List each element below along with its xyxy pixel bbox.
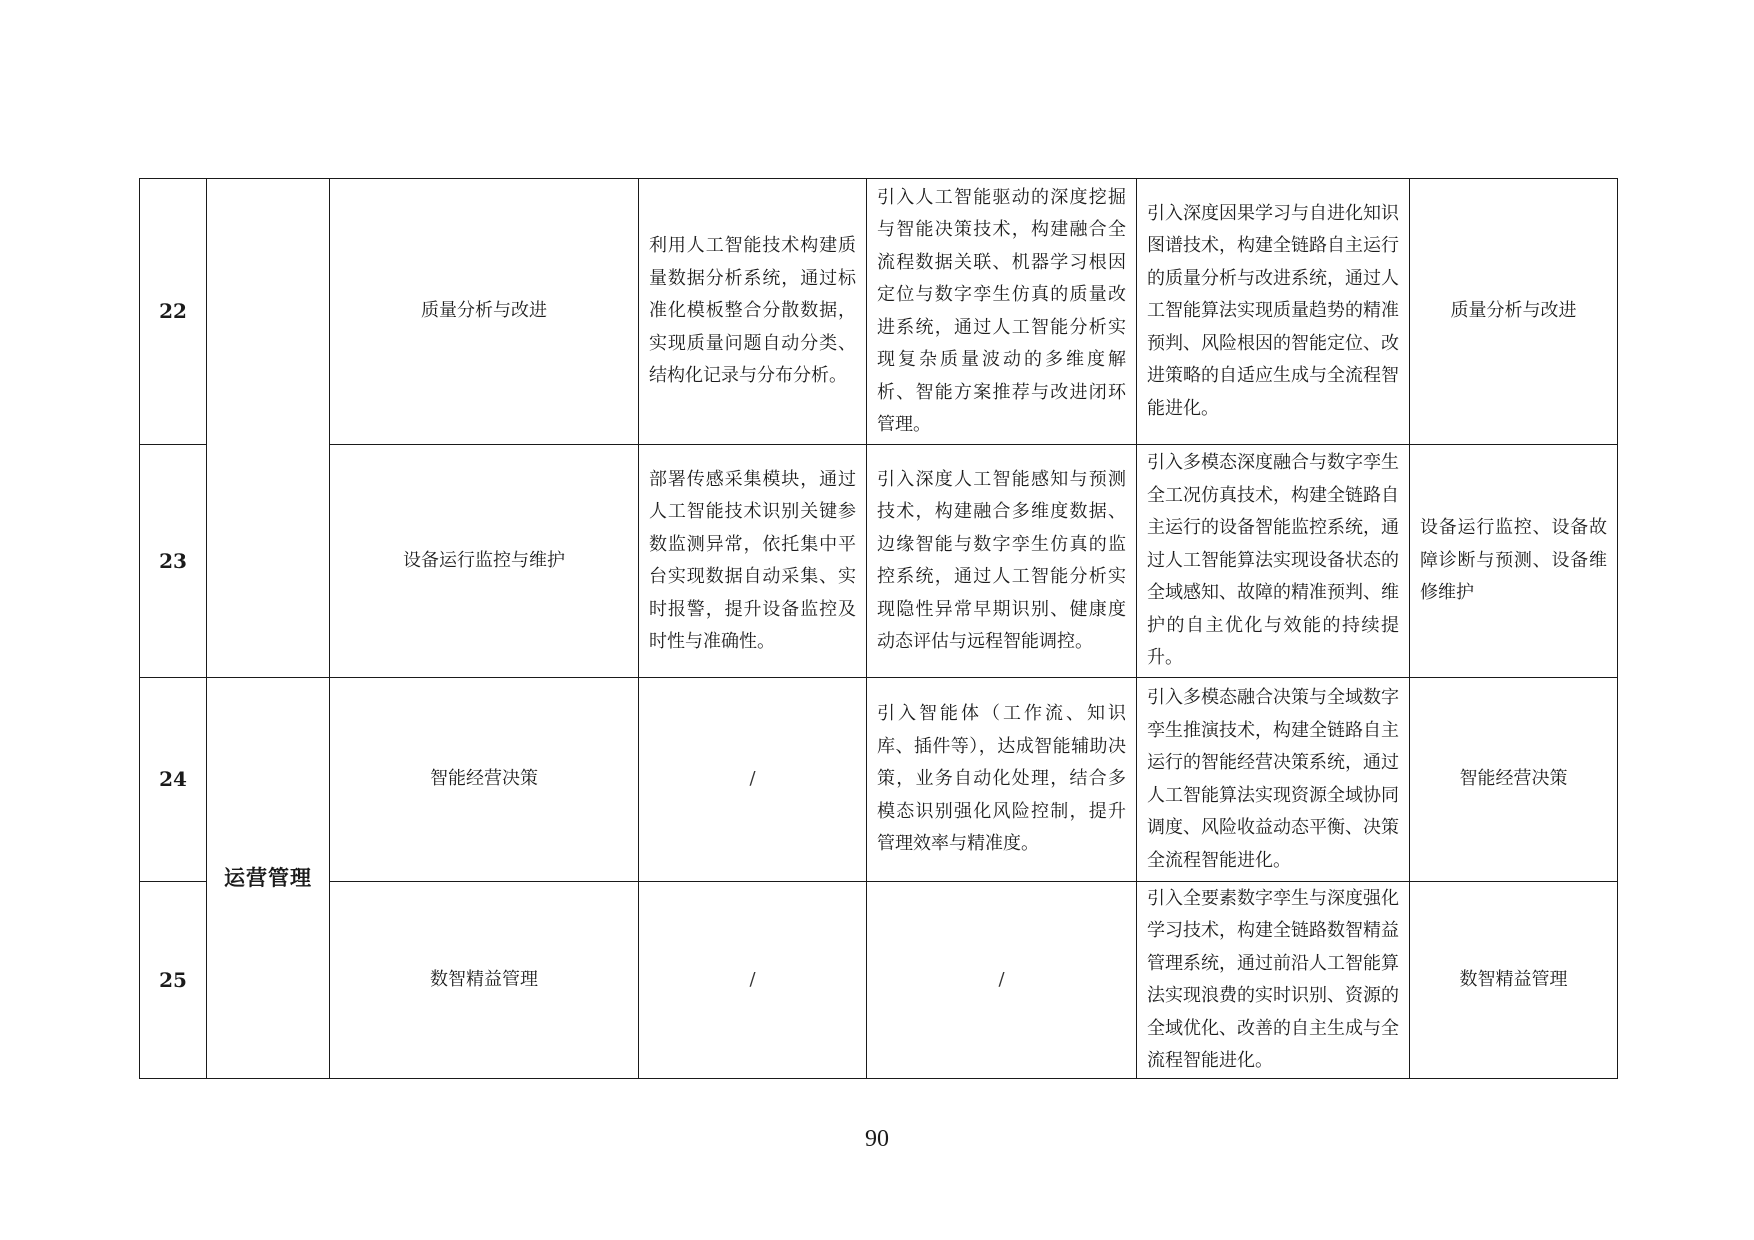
networked-description: 引入人工智能驱动的深度挖掘与智能决策技术，构建融合全流程数据关联、机器学习根因定位与数字孪生仿真的质量改进系统，通过人工智能分析实现复杂质量波动的多维度解析、智能方案推荐与改进闭环管理。 bbox=[867, 179, 1137, 445]
scenario-name: 质量分析与改进 bbox=[330, 179, 639, 445]
scenario-name: 智能经营决策 bbox=[330, 678, 639, 882]
digital-description: 利用人工智能技术构建质量数据分析系统，通过标准化模板整合分散数据，实现质量问题自动分类、结构化记录与分布分析。 bbox=[639, 179, 867, 445]
row-number: 22 bbox=[140, 179, 207, 445]
row-number: 24 bbox=[140, 678, 207, 882]
category-cell-empty bbox=[207, 179, 330, 678]
scope-cell: 设备运行监控、设备故障诊断与预测、设备维修维护 bbox=[1410, 445, 1618, 678]
scenario-name: 数智精益管理 bbox=[330, 882, 639, 1079]
scenario-table bbox=[139, 178, 1618, 1079]
networked-description: 引入智能体（工作流、知识库、插件等），达成智能辅助决策，业务自动化处理，结合多模态识别强化风险控制，提升管理效率与精准度。 bbox=[867, 678, 1137, 882]
intelligent-description: 引入全要素数字孪生与深度强化学习技术，构建全链路数智精益管理系统，通过前沿人工智能算法实现浪费的实时识别、资源的全域优化、改善的自主生成与全流程智能进化。 bbox=[1137, 882, 1410, 1079]
table-row bbox=[140, 882, 1618, 1079]
networked-description: / bbox=[867, 882, 1137, 1079]
category-label: 运营管理 bbox=[207, 678, 330, 1079]
row-number: 23 bbox=[140, 445, 207, 678]
scenario-name: 设备运行监控与维护 bbox=[330, 445, 639, 678]
digital-description: / bbox=[639, 678, 867, 882]
scope-cell: 质量分析与改进 bbox=[1410, 179, 1618, 445]
table-row bbox=[140, 678, 1618, 882]
intelligent-description: 引入多模态深度融合与数字孪生全工况仿真技术，构建全链路自主运行的设备智能监控系统，通过人工智能算法实现设备状态的全域感知、故障的精准预判、维护的自主优化与效能的持续提升。 bbox=[1137, 445, 1410, 678]
page-number: 90 bbox=[865, 1126, 889, 1152]
networked-description: 引入深度人工智能感知与预测技术，构建融合多维度数据、边缘智能与数字孪生仿真的监控系统，通过人工智能分析实现隐性异常早期识别、健康度动态评估与远程智能调控。 bbox=[867, 445, 1137, 678]
scope-cell: 数智精益管理 bbox=[1410, 882, 1618, 1079]
table-row bbox=[140, 445, 1618, 678]
digital-description: / bbox=[639, 882, 867, 1079]
intelligent-description: 引入深度因果学习与自进化知识图谱技术，构建全链路自主运行的质量分析与改进系统，通过人工智能算法实现质量趋势的精准预判、风险根因的智能定位、改进策略的自适应生成与全流程智能进化。 bbox=[1137, 179, 1410, 445]
intelligent-description: 引入多模态融合决策与全域数字孪生推演技术，构建全链路自主运行的智能经营决策系统，通过人工智能算法实现资源全域协同调度、风险收益动态平衡、决策全流程智能进化。 bbox=[1137, 678, 1410, 882]
row-number: 25 bbox=[140, 882, 207, 1079]
digital-description: 部署传感采集模块，通过人工智能技术识别关键参数监测异常，依托集中平台实现数据自动采集、实时报警，提升设备监控及时性与准确性。 bbox=[639, 445, 867, 678]
scope-cell: 智能经营决策 bbox=[1410, 678, 1618, 882]
table-row bbox=[140, 179, 1618, 445]
